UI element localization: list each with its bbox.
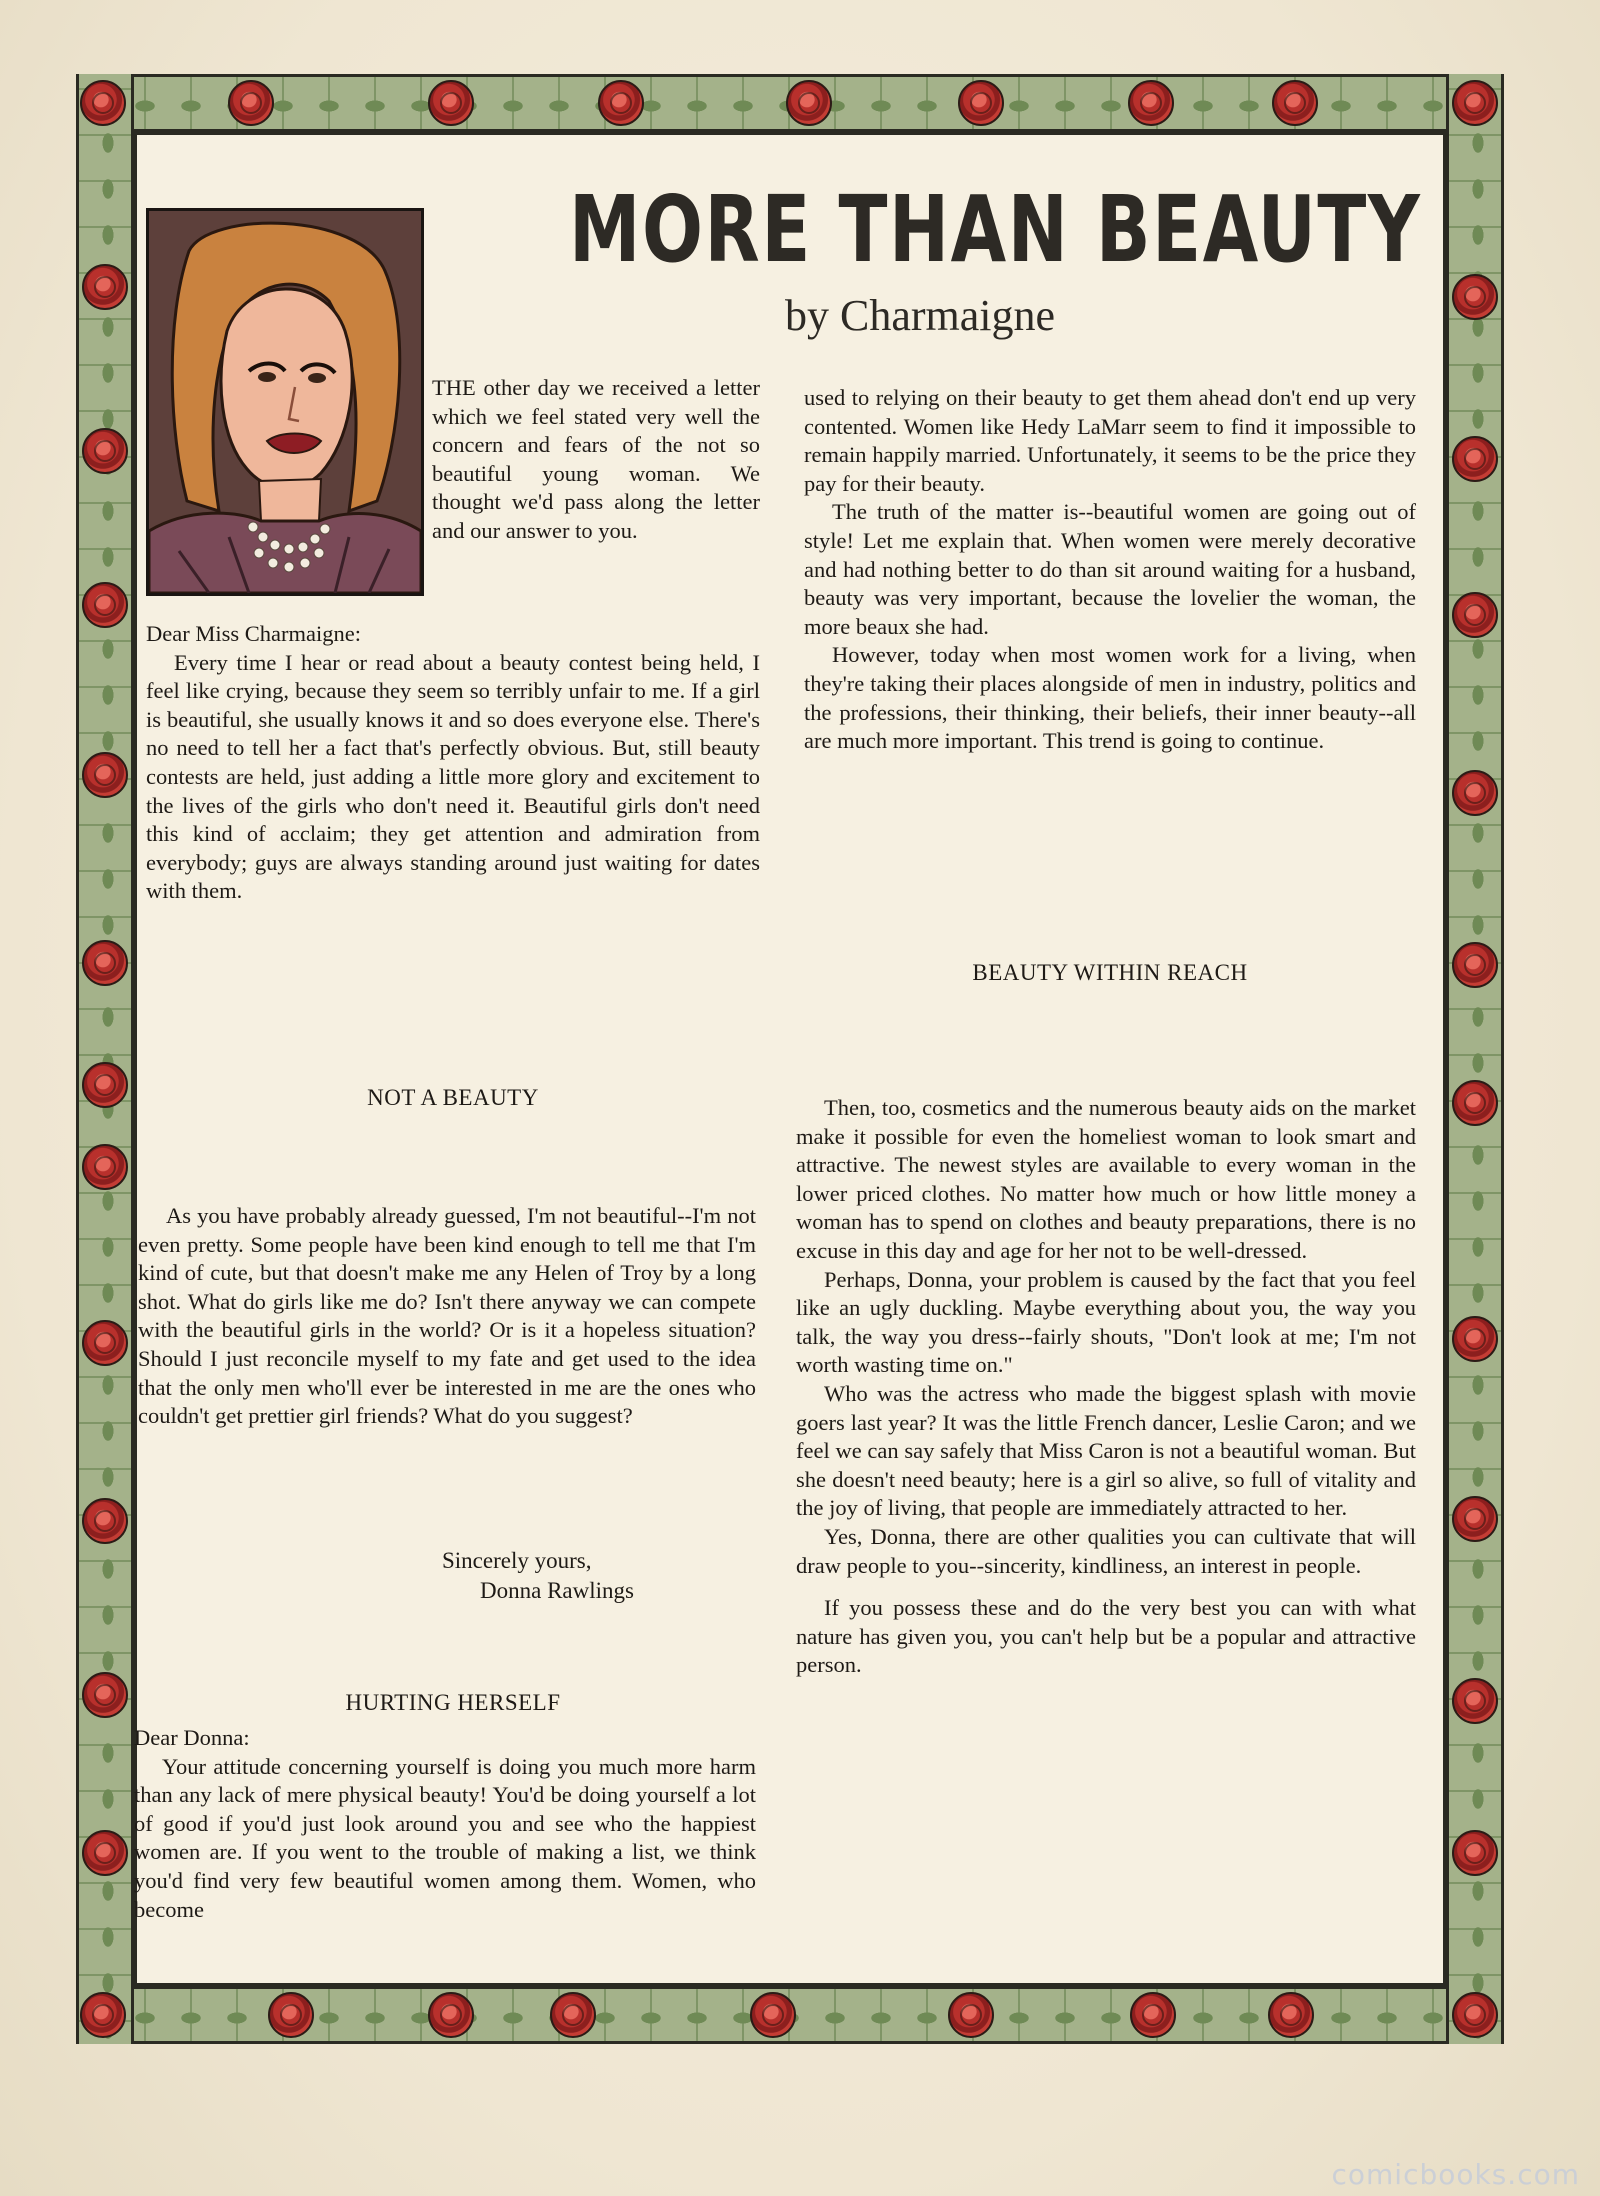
rose-icon (80, 1992, 126, 2038)
reply-paragraph-4: Then, too, cosmetics and the numerous beauty aids on the market make it possible for even the homeliest woman to look smart and attractive. The newest styles are available to every woman in the lower priced clothes. No matter how much or how little money a woman has to spend on clothes and beauty preparations, there is no excuse in this day and age for her not to be well-dressed. (796, 1095, 1416, 1263)
rose-icon (1452, 770, 1498, 816)
reply-paragraph-1-continued: used to relying on their beauty to get them ahead don't end up very contented. Women like Hedy LaMarr seem to find it impossible to remain happily married. Unfortunately, it seems to be the price they pay for their beauty. (804, 385, 1416, 496)
rose-icon (1452, 80, 1498, 126)
rose-icon (428, 80, 474, 126)
rose-icon (958, 80, 1004, 126)
rose-icon (948, 1992, 994, 2038)
letter-section-2 (138, 1202, 756, 1431)
author-portrait (146, 208, 424, 596)
reply-section-1 (134, 1724, 756, 1924)
reply-paragraph-8: If you possess these and do the very best you can with what nature has given you, you can't help but be a popular and attractive person. (796, 1595, 1416, 1678)
rose-icon (82, 752, 128, 798)
rose-icon (82, 940, 128, 986)
rose-icon (598, 80, 644, 126)
rose-icon (82, 1144, 128, 1190)
reply-paragraph-6: Who was the actress who made the biggest splash with movie goers last year? It was the little French dancer, Leslie Caron; and we feel we can say safely that Miss Caron is not a beautiful woman. But she doesn't need beauty; here is a girl so alive, so full of vitality and the joy of living, that people are immediately attracted to her. (796, 1380, 1416, 1521)
rose-icon (1452, 1830, 1498, 1876)
section-heading-hurting-herself: HURTING HERSELF (345, 1690, 561, 1715)
rose-icon (786, 80, 832, 126)
article-intro (432, 374, 760, 546)
rose-icon (1452, 942, 1498, 988)
rose-icon (82, 1062, 128, 1108)
rose-icon (82, 582, 128, 628)
rose-icon (750, 1992, 796, 2038)
letter-paragraph-2: As you have probably already guessed, I'm not beautiful--I'm not even pretty. Some people have been kind enough to tell me that I'm kind of cute, but that doesn't make me any Helen of Troy by a long shot. What do girls like me do? Isn't there anyway we can compete with the beautiful girls in the world? Or is it a hopeless situation? Should I just reconcile myself to my fate and get used to the idea that the only men who'll ever be interested in me are the ones who couldn't get prettier girl friends? What do you suggest? (138, 1203, 756, 1429)
rose-icon (82, 1498, 128, 1544)
reply-paragraph-3: However, today when most women work for a living, when they're taking their places alongside of men in industry, politics and the professions, their thinking, their beliefs, their inner beauty--all are much more important. This trend is going to continue. (804, 642, 1416, 754)
woman-portrait-illustration (149, 211, 421, 593)
rose-icon (82, 428, 128, 474)
rose-icon (1452, 274, 1498, 320)
rose-icon (428, 1992, 474, 2038)
rose-icon (82, 1830, 128, 1876)
reply-section-2 (804, 384, 1416, 756)
rose-icon (1452, 1678, 1498, 1724)
letter-signature: Donna Rawlings (480, 1578, 634, 1603)
site-watermark: comicbooks.com (1331, 2158, 1580, 2191)
section-heading-not-a-beauty: NOT A BEAUTY (367, 1085, 539, 1110)
rose-icon (1268, 1992, 1314, 2038)
rose-icon (1452, 592, 1498, 638)
rose-icon (1272, 80, 1318, 126)
rose-icon (1128, 80, 1174, 126)
reply-section-3 (796, 1094, 1416, 1680)
letter-salutation: Dear Miss Charmaigne: (146, 621, 361, 646)
reply-salutation: Dear Donna: (134, 1725, 250, 1750)
rose-icon (80, 80, 126, 126)
article-title: MORE THAN BEAUTY (569, 176, 1422, 283)
reply-paragraph-2: The truth of the matter is--beautiful women are going out of style! Let me explain that. When women were merely decorative and had nothing better to do than sit around waiting for a husband, beauty was very important, because the lovelier the woman, the more beaux she had. (804, 499, 1416, 639)
letter-section-1 (146, 620, 760, 906)
floral-border-left (76, 74, 134, 2044)
rose-icon (82, 1672, 128, 1718)
rose-icon (1452, 436, 1498, 482)
rose-icon (268, 1992, 314, 2038)
rose-icon (1130, 1992, 1176, 2038)
rose-icon (1452, 1992, 1498, 2038)
letter-closing: Sincerely yours, (442, 1548, 592, 1573)
rose-icon (82, 1320, 128, 1366)
article-byline: by Charmaigne (784, 291, 1056, 340)
rose-icon (1452, 1080, 1498, 1126)
reply-paragraph-5: Perhaps, Donna, your problem is caused by the fact that you feel like an ugly duckling. Maybe everything about you, the way you talk, the way you dress--fairly shouts, "Don't look at me; I'm not worth wasting time on." (796, 1266, 1416, 1378)
rose-icon (82, 264, 128, 310)
rose-icon (1452, 1496, 1498, 1542)
rose-icon (228, 80, 274, 126)
floral-border-right (1446, 74, 1504, 2044)
letter-paragraph-1: Every time I hear or read about a beauty contest being held, I feel like crying, because they seem so terribly unfair to me. If a girl is beautiful, she usually knows it and so does everyone else. There's no need to tell her a fact that's perfectly obvious. But, still beauty contests are held, just adding a little more glory and excitement to the lives of the girls who don't need it. Beautiful girls don't need this kind of acclaim; they get attention and admiration from everybody; guys are always standing around just waiting for dates with them. (146, 649, 760, 904)
rose-icon (1452, 1316, 1498, 1362)
intro-paragraph: THE other day we received a letter which we feel stated very well the concern and fears of the not so beautiful young woman. We thought we'd pass along the letter and our answer to you. (432, 375, 760, 543)
rose-icon (550, 1992, 596, 2038)
reply-paragraph-7: Yes, Donna, there are other qualities you can cultivate that will draw people to you--sincerity, kindliness, an interest in people. (796, 1523, 1416, 1578)
reply-paragraph-1: Your attitude concerning yourself is doing you much more harm than any lack of mere physical beauty! You'd be doing yourself a lot of good if you'd just look around you and see who the happiest women are. If you went to the trouble of making a list, we think you'd find very few beautiful women among them. Women, who become (134, 1753, 756, 1922)
section-heading-beauty-within-reach: BEAUTY WITHIN REACH (972, 960, 1248, 985)
